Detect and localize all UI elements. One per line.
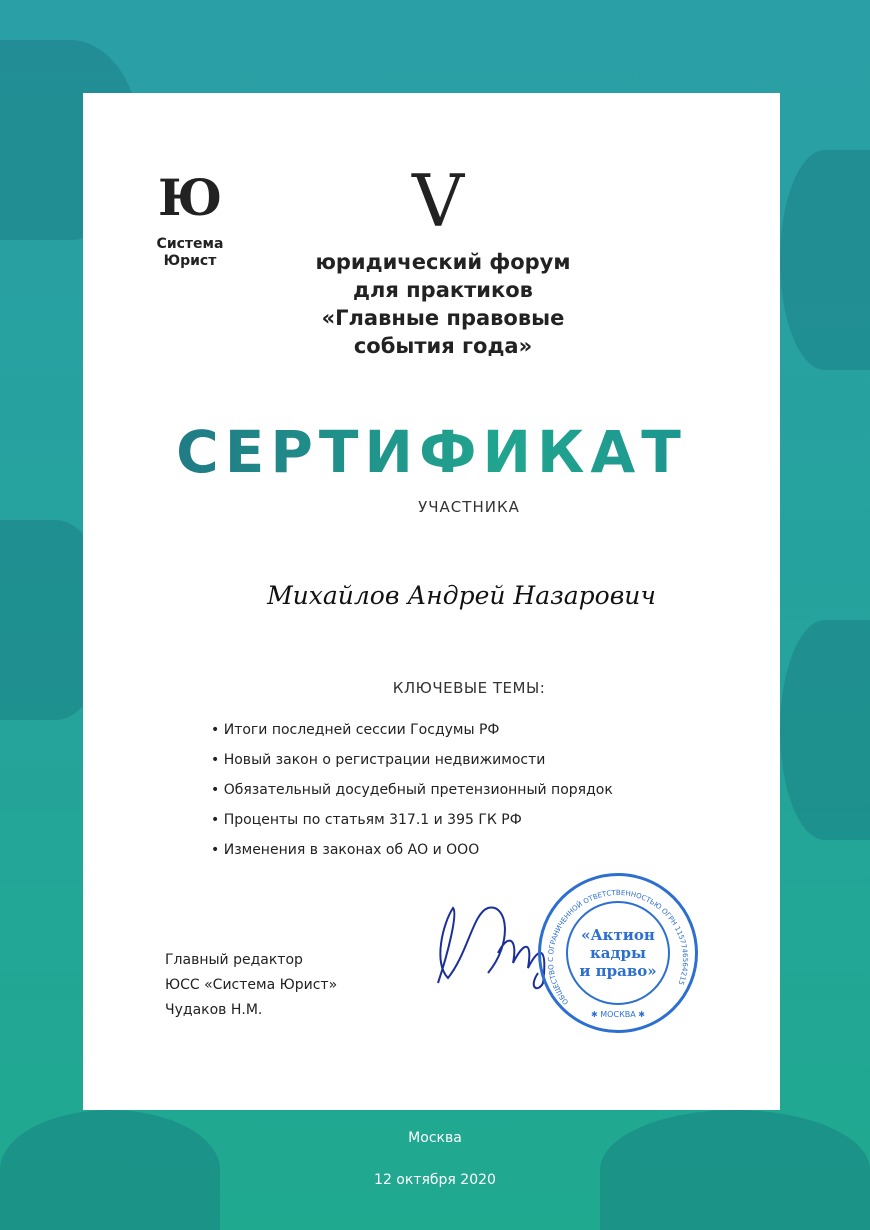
topic-item: • Итоги последней сессии Госдумы РФ (211, 715, 613, 745)
stamp-city: ✱ МОСКВА ✱ (591, 1010, 645, 1019)
stamp-center (566, 901, 670, 1005)
background-swirl (780, 620, 870, 840)
topic-item: • Обязательный досудебный претензионный порядок (211, 775, 613, 805)
signatory-line: ЮСС «Система Юрист» (165, 977, 338, 993)
footer-city: Москва (408, 1130, 462, 1146)
forum-line: юридический форум (315, 250, 571, 274)
background-swirl (0, 1110, 220, 1230)
stamp-line: «Актион (581, 926, 655, 944)
background-swirl (600, 1110, 870, 1230)
forum-title (278, 248, 608, 360)
forum-numeral: V (412, 159, 464, 243)
topic-item: • Изменения в законах об АО и ООО (211, 835, 613, 865)
certificate-subtitle: УЧАСТНИКА (418, 498, 520, 516)
topics-list (211, 715, 613, 865)
certificate-title: СЕРТИФИКАТ (83, 418, 780, 486)
forum-line: события года» (353, 334, 533, 358)
recipient-name: Михайлов Андрей Назарович (267, 581, 656, 610)
footer-date: 12 октября 2020 (374, 1172, 496, 1188)
forum-line: «Главные правовые (321, 306, 565, 330)
company-stamp (538, 873, 698, 1033)
topic-item: • Новый закон о регистрации недвижимости (211, 745, 613, 775)
signatory (165, 948, 337, 1023)
logo-text (155, 236, 225, 270)
signatory-line: Главный редактор (165, 952, 303, 968)
stamp-ring-text: ОБЩЕСТВО С ОГРАНИЧЕННОЙ ОТВЕТСТВЕННОСТЬЮ ОГРН 1157746564215 (546, 888, 690, 1007)
stamp-line: кадры (589, 944, 647, 962)
logo-mark: Ю (158, 168, 223, 227)
signatory-line: Чудаков Н.М. (165, 1002, 263, 1018)
background-swirl (780, 150, 870, 370)
forum-line: для практиков (353, 278, 533, 302)
topics-heading: КЛЮЧЕВЫЕ ТЕМЫ: (392, 679, 546, 697)
logo-text-line: Система (156, 236, 224, 252)
stamp-line: и право» (579, 962, 657, 980)
topic-item: • Проценты по статьям 317.1 и 395 ГК РФ (211, 805, 613, 835)
logo-text-line: Юрист (163, 253, 217, 269)
certificate-card (83, 93, 780, 1110)
